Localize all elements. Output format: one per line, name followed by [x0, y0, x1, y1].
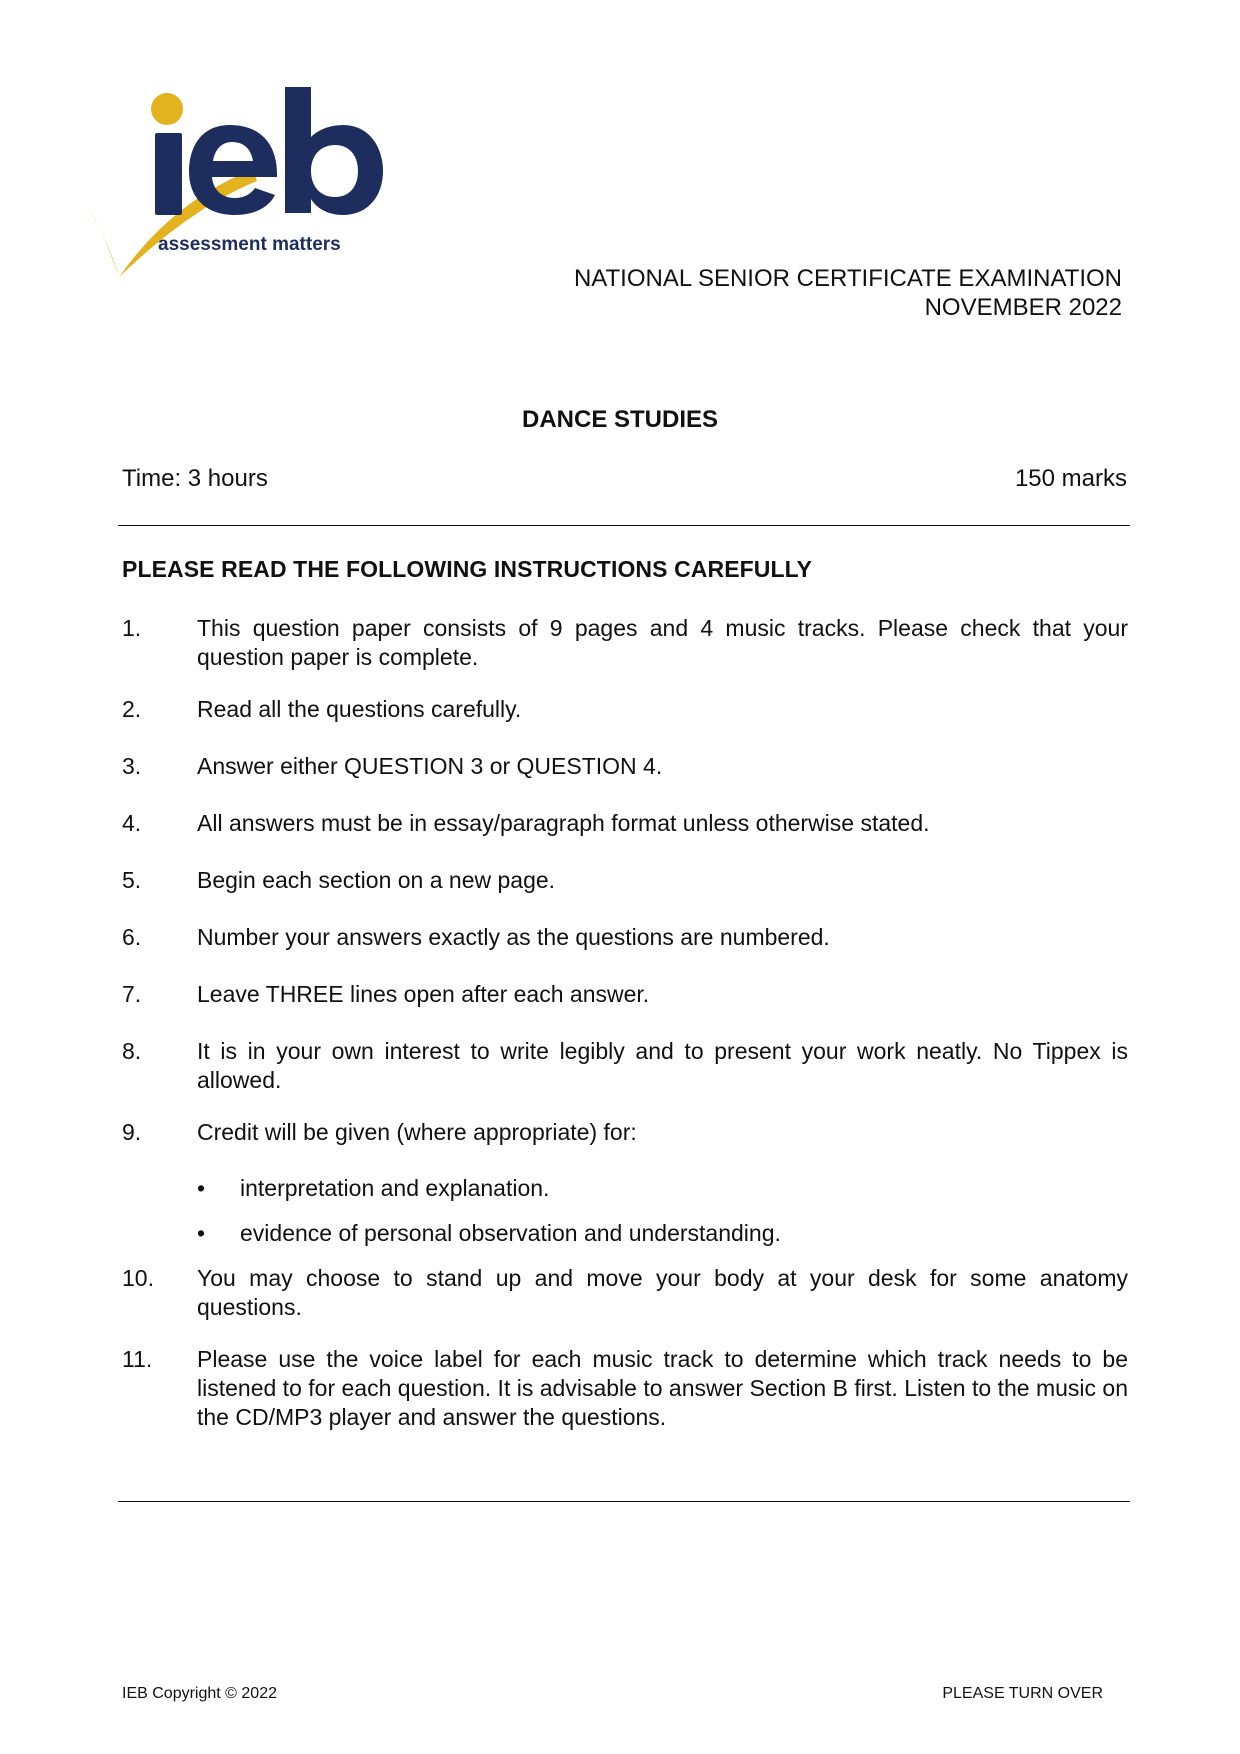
instruction-number: 11. [122, 1346, 153, 1372]
instruction-number: 6. [122, 924, 142, 950]
instruction-text: This question paper consists of 9 pages and 4 music tracks. Please check that your question paper is complete. [197, 615, 1128, 670]
instruction-text: You may choose to stand up and move your body at your desk for some anatomy questions. [197, 1265, 1128, 1320]
logo-tagline: assessment matters [158, 234, 341, 255]
instruction-text: Read all the questions carefully. [197, 696, 522, 722]
instruction-number: 5. [122, 867, 142, 893]
instruction-number: 9. [122, 1119, 142, 1145]
instructions-heading: PLEASE READ THE FOLLOWING INSTRUCTIONS CAREFULLY [122, 556, 813, 582]
instruction-text: It is in your own interest to write legibly and to present your work neatly. No Tippex is allowed. [197, 1038, 1128, 1093]
instruction-item [122, 809, 1128, 838]
instruction-item [122, 1264, 1128, 1322]
instruction-item [122, 695, 1128, 724]
instruction-text: Number your answers exactly as the questions are numbered. [197, 924, 830, 950]
exam-date: NOVEMBER 2022 [924, 294, 1122, 321]
instruction-item [122, 752, 1128, 781]
instruction-number: 2. [122, 696, 142, 722]
instruction-item [122, 1037, 1128, 1095]
instruction-item [122, 866, 1128, 895]
top-divider [118, 525, 1130, 526]
exam-title: NATIONAL SENIOR CERTIFICATE EXAMINATION [573, 265, 1122, 292]
instruction-text: Answer either QUESTION 3 or QUESTION 4. [197, 753, 663, 779]
exam-time: Time: 3 hours [122, 465, 268, 492]
bullet-icon: • [197, 1175, 206, 1201]
footer-copyright: IEB Copyright © 2022 [122, 1685, 277, 1702]
instruction-text: All answers must be in essay/paragraph format unless otherwise stated. [197, 810, 930, 836]
footer-turn-over: PLEASE TURN OVER [942, 1685, 1103, 1702]
instruction-number: 7. [122, 981, 142, 1007]
instruction-text: Begin each section on a new page. [197, 867, 556, 893]
ieb-logo [85, 85, 430, 315]
exam-marks: 150 marks [1014, 465, 1127, 492]
instructions-list [122, 614, 1128, 1432]
bottom-divider [118, 1501, 1130, 1502]
instruction-number: 1. [122, 615, 142, 641]
instruction-number: 3. [122, 753, 142, 779]
instruction-number: 10. [122, 1265, 154, 1291]
list-item [197, 1219, 1128, 1248]
instruction-text: Credit will be given (where appropriate) for: [197, 1119, 637, 1145]
instruction-item [122, 923, 1128, 952]
instruction-text: Leave THREE lines open after each answer. [197, 981, 650, 1007]
instruction-number: 8. [122, 1038, 142, 1064]
instruction-number: 4. [122, 810, 142, 836]
subject-title: DANCE STUDIES [521, 406, 719, 433]
credit-bullet-list [197, 1174, 1128, 1248]
instruction-text: Please use the voice label for each music track to determine which track needs to be listened to for each question. It is advisable to answer Section B first. Listen to the music on the CD/MP3 player and answer the questions. [197, 1346, 1128, 1430]
instruction-item [122, 980, 1128, 1009]
list-item [197, 1174, 1128, 1203]
instruction-item [122, 614, 1128, 672]
exam-header [574, 264, 1122, 322]
instruction-item [122, 1345, 1128, 1432]
bullet-text: evidence of personal observation and understanding. [240, 1220, 781, 1246]
instruction-item [122, 1118, 1128, 1248]
bullet-text: interpretation and explanation. [240, 1175, 550, 1201]
bullet-icon: • [197, 1220, 206, 1246]
